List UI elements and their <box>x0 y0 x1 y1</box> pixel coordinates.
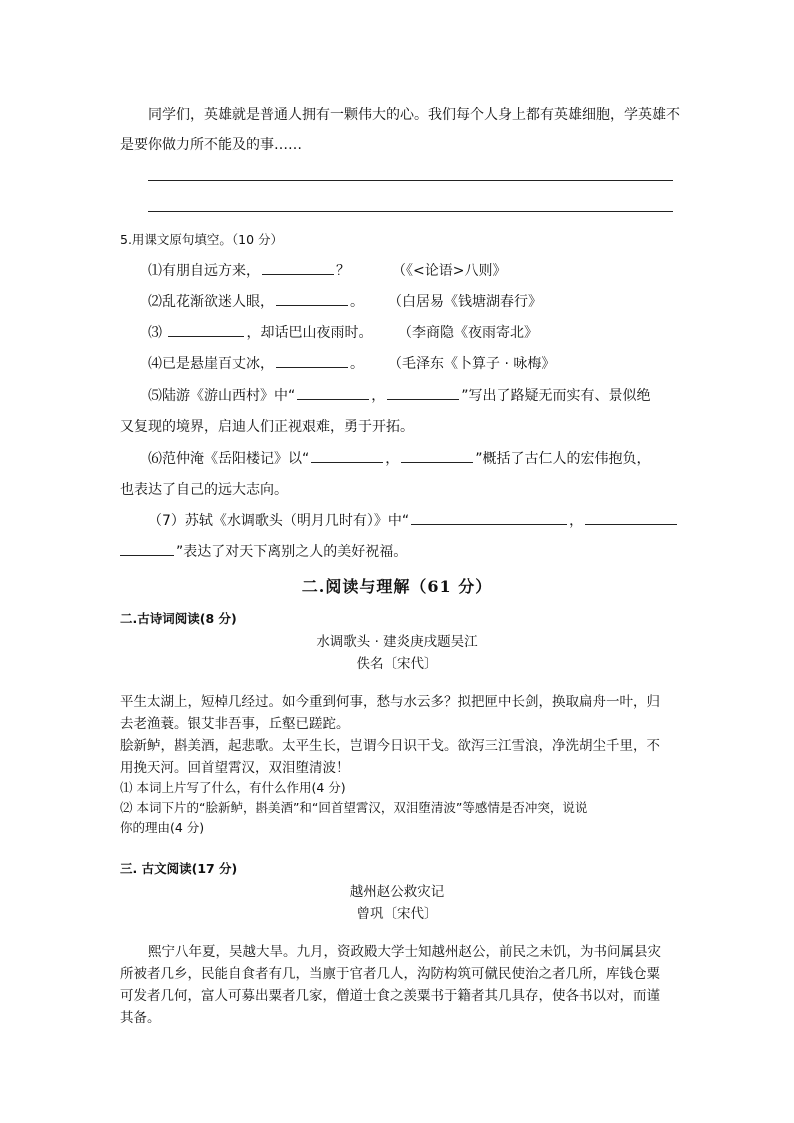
q5-item-5-line-2: 又复现的境界，启迪人们正视艰难，勇于开拓。 <box>120 419 414 435</box>
fill-blank[interactable] <box>585 512 677 525</box>
classical-author: 曾巩〔宋代〕 <box>356 906 438 922</box>
q5-item-6-line-2: 也表达了自己的远大志向。 <box>120 482 288 498</box>
poem-question-1: ⑴ 本词上片写了什么，有什么作用(4 分) <box>120 780 346 795</box>
fill-blank[interactable] <box>387 387 459 400</box>
q5-item-3-source: （李商隐《夜雨寄北》 <box>398 325 538 341</box>
q5-item-5: ⑸陆游《游山西村》中“ ， ”写出了路疑无而实有、景似绝 <box>148 388 651 404</box>
classical-line-4: 其备。 <box>120 1010 161 1026</box>
poem-author: 佚名〔宋代〕 <box>356 656 438 672</box>
poem-line-2: 去老渔蓑。银艾非吾事，丘壑已蹉跎。 <box>120 716 350 732</box>
fill-blank[interactable] <box>120 543 174 556</box>
poem-question-2: ⑵ 本词下片的“脍新鲈，斟美酒”和“回首望霄汉，双泪堕清波”等感情是否冲突，说说 <box>120 800 588 815</box>
fill-blank[interactable] <box>297 387 369 400</box>
q5-item-2: ⑵乱花渐欲迷人眼， 。 <box>148 294 364 310</box>
fill-blank[interactable] <box>276 355 348 368</box>
q5-item-2-source: （白居易《钱塘湖春行》 <box>388 294 542 310</box>
q5-title: 5.用课文原句填空。（10 分） <box>120 232 284 247</box>
poem-section-title: 二.古诗词阅读(8 分) <box>120 611 237 626</box>
poem-title: 水调歌头 · 建炎庚戌题吴江 <box>316 634 478 650</box>
classical-line-2: 所被者几乡，民能自食者有几，当廪于官者几人，沟防构筑可僦民使治之者几所，库钱仓粟 <box>120 966 660 982</box>
fill-blank[interactable] <box>262 262 334 275</box>
q5-item-1: ⑴有朋自远方来， ？ <box>148 263 350 279</box>
fill-blank[interactable] <box>276 293 348 306</box>
classical-section-title: 三. 古文阅读(17 分) <box>120 861 238 876</box>
fill-blank[interactable] <box>401 450 473 463</box>
q5-item-7: （7）苏轼《水调歌头（明月几时有）》中“ ， <box>148 510 679 530</box>
fill-blank[interactable] <box>411 512 567 525</box>
fill-blank[interactable] <box>168 324 244 337</box>
q5-item-4: ⑷已是悬崖百丈冰， 。 <box>148 356 364 372</box>
q5-item-4-source: （毛泽东《卜算子 · 咏梅》 <box>388 356 556 372</box>
q5-item-7-line-2: ”表达了对天下离别之人的美好祝福。 <box>120 541 407 561</box>
poem-question-2-line-2: 你的理由(4 分) <box>120 820 205 835</box>
q5-item-1-source: （《<论语>八则》 <box>392 263 507 279</box>
poem-line-3: 脍新鲈，斟美酒，起悲歌。太平生长，岂谓今日识干戈。欲泻三江雪浪，净洗胡尘千里，不 <box>120 738 660 754</box>
q5-item-3: ⑶ ，却话巴山夜雨时。 <box>148 325 373 341</box>
intro-line-2: 是要你做力所不能及的事…… <box>120 137 302 153</box>
intro-line-1: 同学们，英雄就是普通人拥有一颗伟大的心。我们每个人身上都有英雄细胞，学英雄不 <box>148 107 680 123</box>
poem-line-1: 平生太湖上，短棹几经过。如今重到何事，愁与水云多？拟把匣中长剑，换取扁舟一叶，归 <box>120 694 660 710</box>
answer-line-1 <box>148 180 673 181</box>
classical-line-1: 熙宁八年夏，吴越大旱。九月，资政殿大学士知越州赵公，前民之未饥，为书问属县灾 <box>148 944 661 960</box>
q5-item-6: ⑹范仲淹《岳阳楼记》以“ ， ”概括了古仁人的宏伟抱负， <box>148 451 651 467</box>
fill-blank[interactable] <box>311 450 383 463</box>
classical-line-3: 可发者几何，富人可募出粟者几家，僧道士食之羡粟书于籍者其几具存，使各书以对，而谨 <box>120 988 660 1004</box>
classical-title: 越州赵公救灾记 <box>349 884 445 900</box>
section-heading: 二.阅读与理解（61 分） <box>301 577 493 596</box>
answer-line-2 <box>148 211 673 212</box>
poem-line-4: 用挽天河。回首望霄汉，双泪堕清波！ <box>120 760 350 776</box>
